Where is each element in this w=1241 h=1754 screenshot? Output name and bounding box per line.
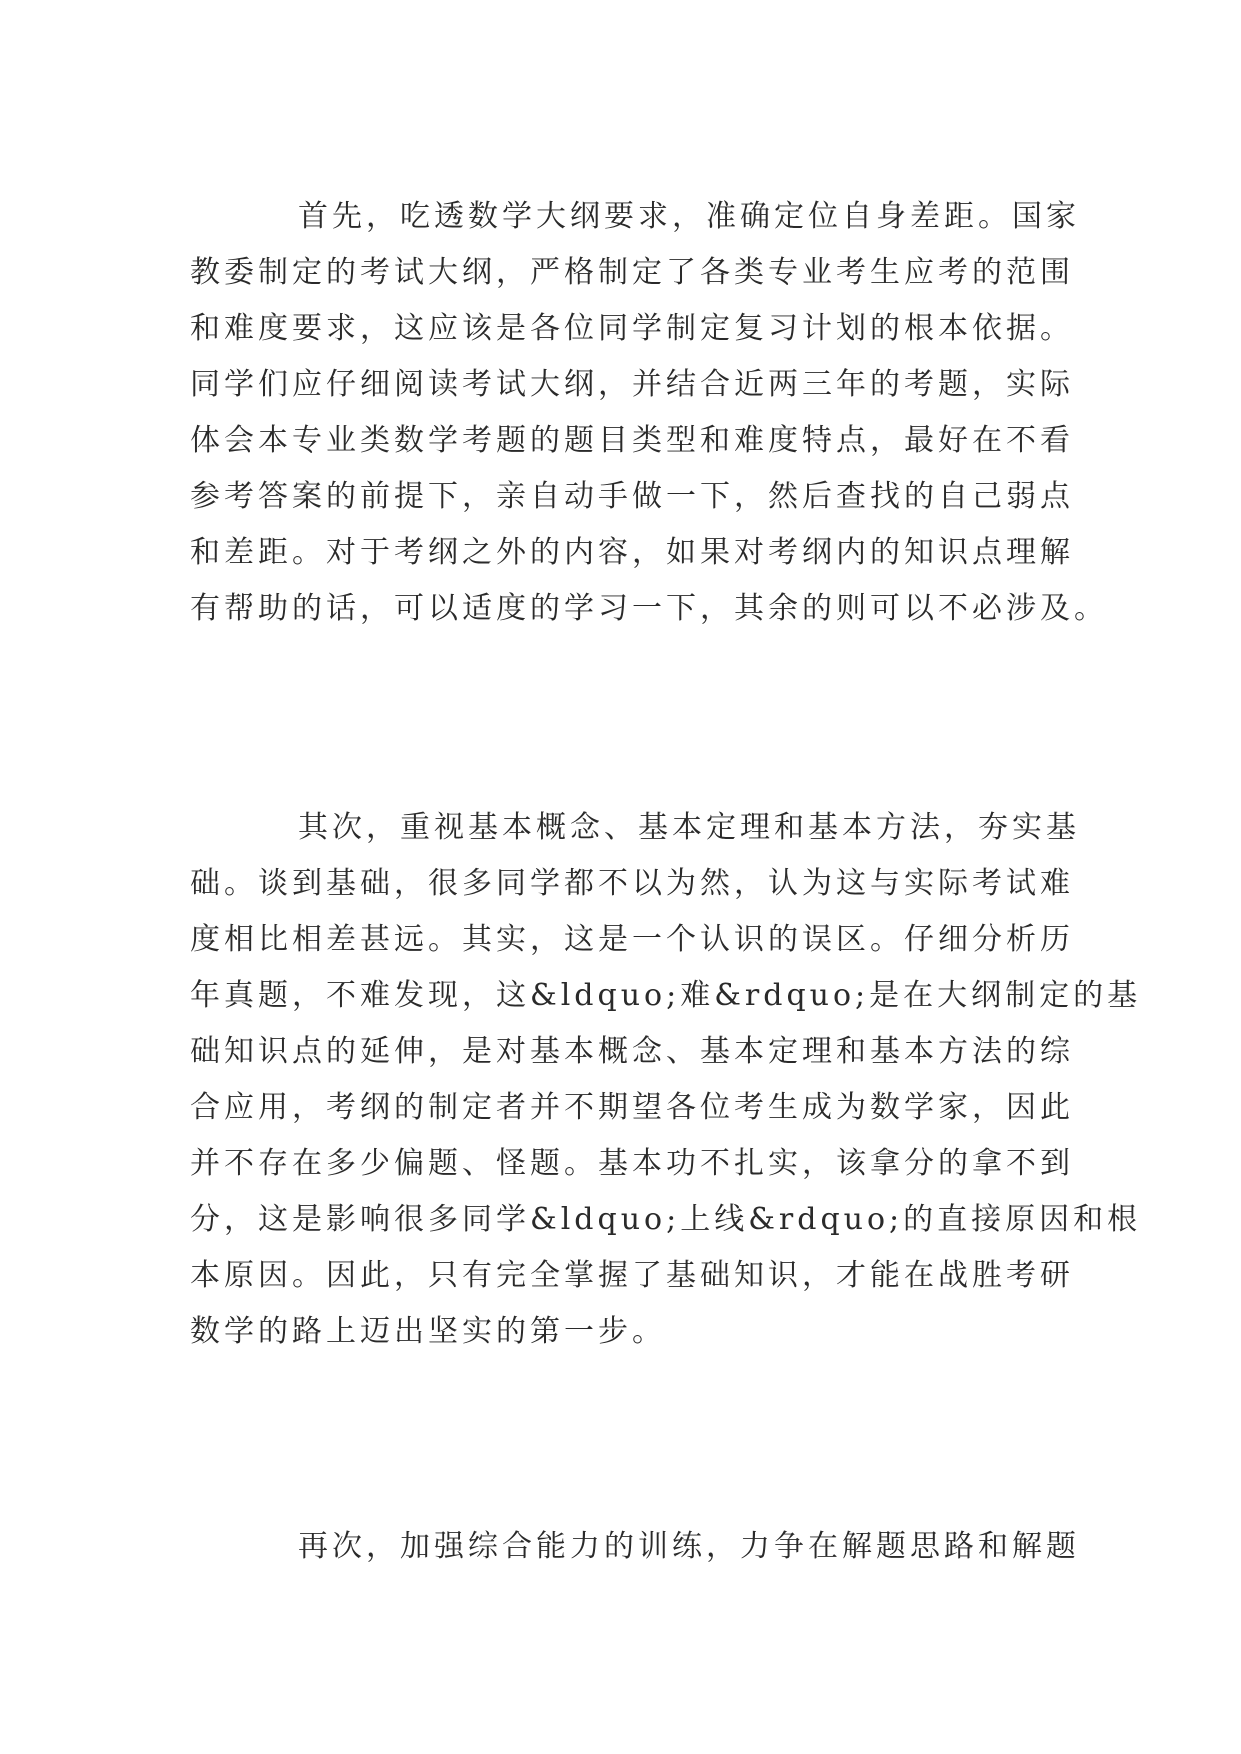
text-line: 首先，吃透数学大纲要求，准确定位自身差距。国家 — [298, 199, 1080, 234]
text-line: 合应用，考纲的制定者并不期望各位考生成为数学家，因此 — [190, 1090, 1074, 1125]
text-line: 有帮助的话，可以适度的学习一下，其余的则可以不必涉及。 — [190, 591, 1108, 626]
text-line: 和差距。对于考纲之外的内容，如果对考纲内的知识点理解 — [190, 535, 1074, 570]
text-line: 分，这是影响很多同学&ldquo;上线&rdquo;的直接原因和根 — [190, 1202, 1142, 1237]
text-line: 其次，重视基本概念、基本定理和基本方法，夯实基 — [298, 810, 1080, 845]
text-line: 再次，加强综合能力的训练，力争在解题思路和解题 — [298, 1529, 1080, 1564]
text-line: 参考答案的前提下，亲自动手做一下，然后查找的自己弱点 — [190, 479, 1074, 514]
text-line: 并不存在多少偏题、怪题。基本功不扎实，该拿分的拿不到 — [190, 1146, 1074, 1181]
text-line: 数学的路上迈出坚实的第一步。 — [190, 1314, 666, 1349]
paragraph-1 — [190, 189, 1108, 637]
text-line: 础。谈到基础，很多同学都不以为然，认为这与实际考试难 — [190, 866, 1074, 901]
text-line: 度相比相差甚远。其实，这是一个认识的误区。仔细分析历 — [190, 922, 1074, 957]
text-line: 本原因。因此，只有完全掌握了基础知识，才能在战胜考研 — [190, 1258, 1074, 1293]
text-line: 和难度要求，这应该是各位同学制定复习计划的根本依据。 — [190, 311, 1074, 346]
text-line: 体会本专业类数学考题的题目类型和难度特点，最好在不看 — [190, 423, 1074, 458]
text-line: 同学们应仔细阅读考试大纲，并结合近两三年的考题，实际 — [190, 367, 1074, 402]
paragraph-2 — [190, 800, 1142, 1360]
text-line: 年真题，不难发现，这&ldquo;难&rdquo;是在大纲制定的基 — [190, 978, 1142, 1013]
text-line: 教委制定的考试大纲，严格制定了各类专业考生应考的范围 — [190, 255, 1074, 290]
paragraph-3 — [190, 1519, 1090, 1575]
text-line: 础知识点的延伸，是对基本概念、基本定理和基本方法的综 — [190, 1034, 1074, 1069]
